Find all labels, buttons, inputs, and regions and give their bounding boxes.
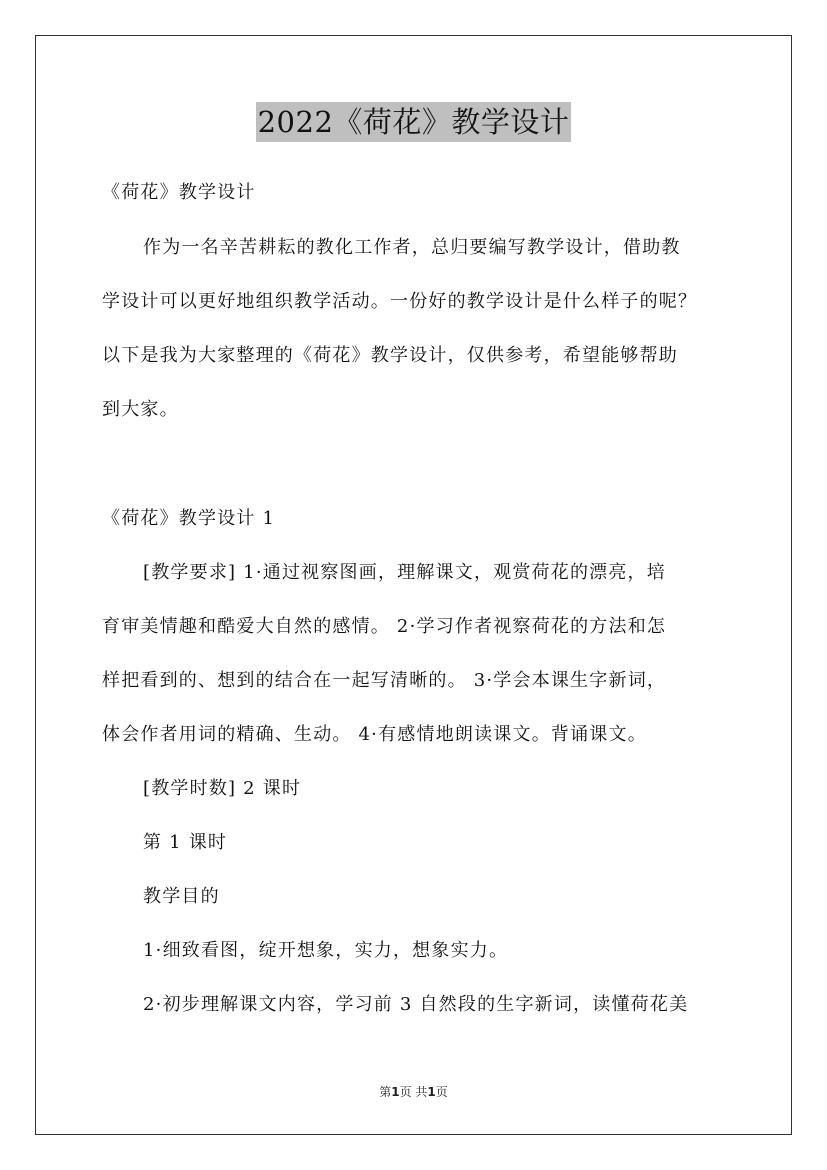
teaching-hours: [教学时数] 2 课时	[143, 778, 302, 799]
footer-page-number: 1	[391, 1085, 400, 1099]
footer-page-suffix: 页	[435, 1085, 448, 1099]
document-title: 2022《荷花》教学设计	[256, 102, 572, 142]
section-heading: 《荷花》教学设计 1	[102, 508, 276, 529]
lesson-label: 第 1 课时	[143, 832, 228, 853]
subtitle: 《荷花》教学设计	[102, 182, 256, 203]
intro-line-1: 作为一名辛苦耕耘的教化工作者，总归要编写教学设计，借助教	[143, 237, 681, 258]
requirements-line-2: 育审美情趣和酷爱大自然的感情。 2·学习作者视察荷花的方法和怎	[102, 616, 667, 637]
page-footer	[0, 1083, 827, 1100]
footer-page-total: 1	[427, 1085, 436, 1099]
title-wrap	[0, 102, 827, 142]
intro-line-3: 以下是我为大家整理的《荷花》教学设计，仅供参考，希望能够帮助	[102, 345, 678, 366]
intro-line-2: 学设计可以更好地组织教学活动。一份好的教学设计是什么样子的呢？	[102, 291, 698, 312]
goals-heading: 教学目的	[143, 886, 220, 907]
requirements-line-4: 体会作者用词的精确、生动。 4·有感情地朗读课文。背诵课文。	[102, 724, 647, 745]
footer-page-mid: 页 共	[399, 1085, 428, 1099]
goal-item-1: 1·细致看图，绽开想象，实力，想象实力。	[143, 940, 509, 961]
requirements-line-3: 样把看到的、想到的结合在一起写清晰的。 3·学会本课生字新词，	[102, 670, 667, 691]
footer-page-prefix: 第	[379, 1085, 392, 1099]
requirements-line-1: [教学要求] 1·通过视察图画，理解课文，观赏荷花的漂亮，培	[143, 562, 666, 583]
intro-line-4: 到大家。	[102, 399, 179, 420]
goal-item-2: 2·初步理解课文内容，学习前 3 自然段的生字新词，读懂荷花美	[143, 994, 689, 1015]
